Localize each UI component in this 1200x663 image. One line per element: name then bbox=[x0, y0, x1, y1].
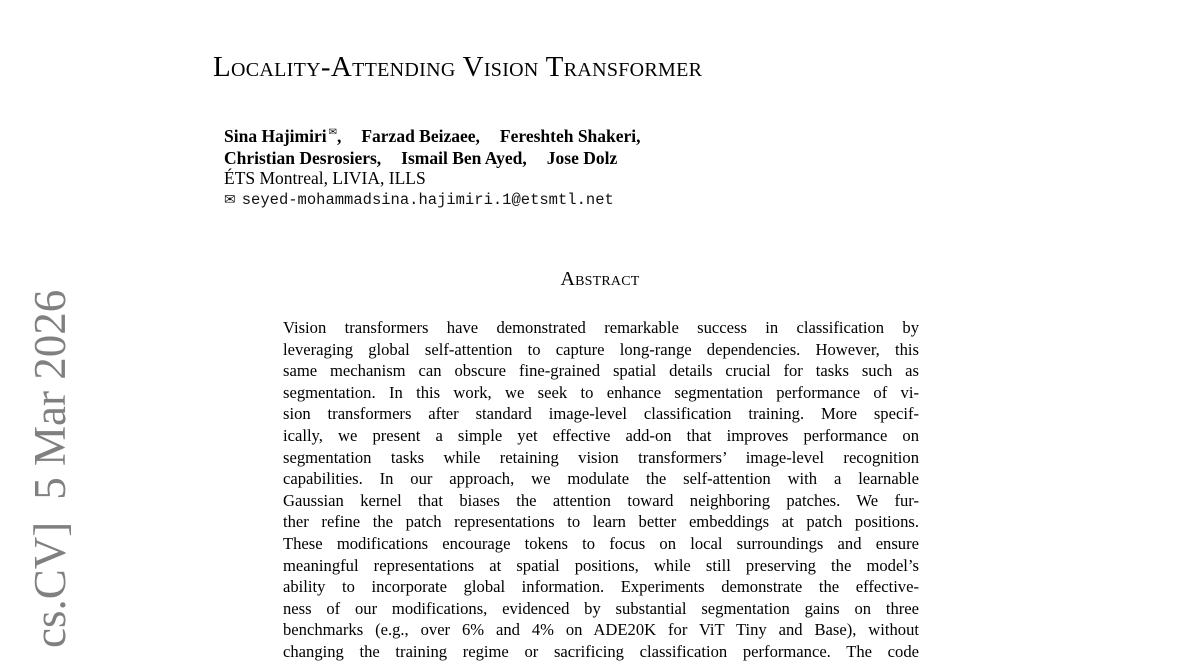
author-name: Jose Dolz bbox=[546, 147, 618, 168]
abstract-line: These modifications encourage tokens to focus on local surroundings and ensure bbox=[283, 533, 919, 553]
abstract-line: segmentation. In this work, we seek to enhance segmentation performance of vi- bbox=[283, 382, 919, 402]
contact-email-line bbox=[224, 191, 614, 209]
envelope-icon: ✉ bbox=[224, 192, 236, 208]
envelope-icon: ✉ bbox=[328, 127, 337, 138]
abstract-line: Vision transformers have demonstrated remarkable success in classification by bbox=[283, 318, 919, 337]
arxiv-date: 5 Mar 2026 bbox=[25, 289, 75, 500]
author-line-2 bbox=[224, 147, 641, 169]
abstract-line: capabilities. In our approach, we modulate the self-attention with a learnable bbox=[283, 469, 919, 489]
author-name: Farzad Beizaee, bbox=[361, 125, 480, 146]
author-name: Ismail Ben Ayed, bbox=[401, 147, 527, 168]
abstract-heading: Abstract bbox=[560, 268, 640, 290]
author-block bbox=[224, 122, 641, 169]
abstract-line: changing the training regime or sacrificing classification performance. The code bbox=[283, 641, 919, 661]
abstract-line: segmentation tasks while retaining vision transformers’ image-level recognition bbox=[283, 447, 919, 467]
author-name: Sina Hajimiri bbox=[224, 125, 327, 146]
abstract-line: meaningful representations at spatial positions, while still preserving the model’s bbox=[283, 555, 919, 575]
arxiv-category: cs.CV] bbox=[25, 521, 75, 648]
abstract-line: ically, we present a simple yet effective add-on that improves performance on bbox=[283, 425, 919, 445]
author-name: Fereshteh Shakeri, bbox=[499, 125, 641, 146]
arxiv-stamp bbox=[25, 289, 75, 648]
abstract-line: same mechanism can obscure fine-grained spatial details crucial for tasks such as bbox=[283, 361, 919, 381]
email-address[interactable]: seyed-mohammadsina.hajimiri.1@etsmtl.net bbox=[241, 191, 614, 209]
abstract-line: sion transformers after standard image-level classification training. More specif- bbox=[283, 404, 919, 424]
abstract-line: ther refine the patch representations to learn better embeddings at patch positions. bbox=[283, 512, 919, 532]
abstract-line: Gaussian kernel that biases the attention toward neighboring patches. We fur- bbox=[283, 490, 919, 510]
author-name: Christian Desrosiers, bbox=[224, 147, 382, 168]
abstract-body bbox=[283, 317, 919, 663]
author-line-1 bbox=[224, 122, 641, 147]
abstract-line: ness of our modifications, evidenced by substantial segmentation gains on three bbox=[283, 598, 919, 618]
abstract-line: leveraging global self-attention to capture long-range dependencies. However, this bbox=[283, 339, 919, 359]
abstract-line: benchmarks (e.g., over 6% and 4% on ADE20K for ViT Tiny and Base), without bbox=[283, 620, 919, 640]
paper-title: Locality-Attending Vision Transformer bbox=[213, 51, 703, 83]
abstract-line: ability to incorporate global information. Experiments demonstrate the effective- bbox=[283, 577, 919, 597]
author-separator: , bbox=[336, 125, 342, 146]
affiliation: ÉTS Montreal, LIVIA, ILLS bbox=[224, 168, 426, 188]
